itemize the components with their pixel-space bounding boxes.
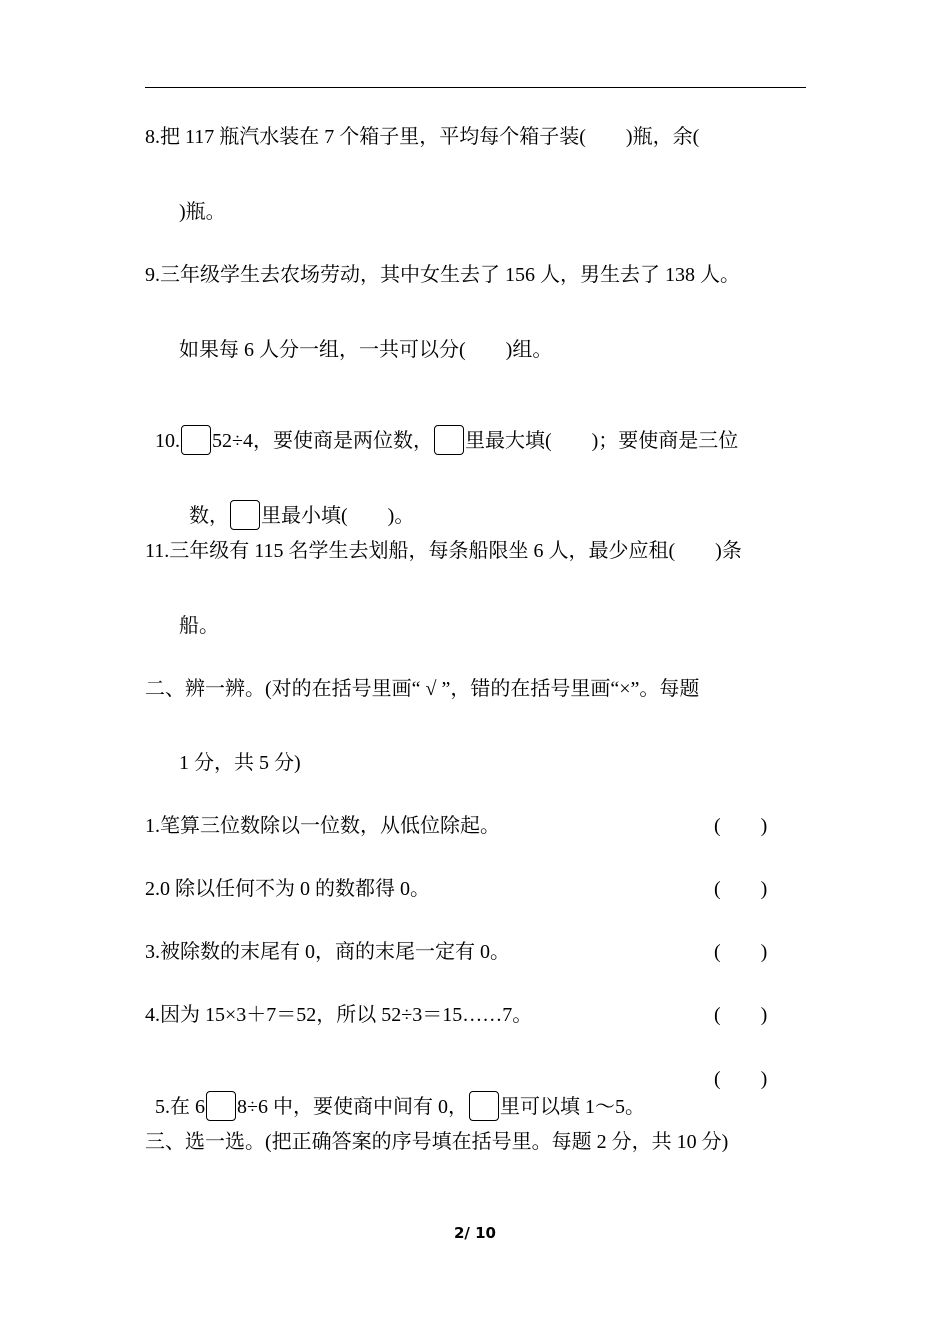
blank-box[interactable] bbox=[206, 1091, 236, 1121]
blank-box[interactable] bbox=[434, 425, 464, 455]
q10-part2: 里最大填( )；要使商是三位 bbox=[464, 430, 739, 452]
q8-line2: )瓶。 bbox=[179, 201, 226, 223]
q8-line1: 8.把 117 瓶汽水装在 7 个箱子里，平均每个箱子装( )瓶，余( bbox=[145, 126, 700, 148]
answer-paren-1[interactable]: ( ) bbox=[714, 815, 768, 837]
judge-item-2: 2.0 除以任何不为 0 的数都得 0。 bbox=[145, 878, 430, 900]
q10-line1 bbox=[145, 399, 738, 457]
page-number: 2/ 10 bbox=[453, 1224, 496, 1242]
q10-line2 bbox=[179, 474, 414, 532]
blank-box[interactable] bbox=[181, 425, 211, 455]
blank-box[interactable] bbox=[230, 500, 260, 530]
q11-line2: 船。 bbox=[179, 615, 219, 637]
blank-box[interactable] bbox=[469, 1091, 499, 1121]
judge5-part-a: 5.在 6 bbox=[155, 1096, 205, 1118]
answer-paren-5[interactable]: ( ) bbox=[714, 1068, 768, 1090]
answer-paren-3[interactable]: ( ) bbox=[714, 941, 768, 963]
answer-paren-2[interactable]: ( ) bbox=[714, 878, 768, 900]
q10-part1: 52÷4，要使商是两位数， bbox=[212, 430, 433, 452]
section3-heading: 三、选一选。(把正确答案的序号填在括号里。每题 2 分，共 10 分) bbox=[145, 1131, 729, 1153]
section2-heading: 二、辨一辨。(对的在括号里画“ √ ”，错的在括号里画“×”。每题 bbox=[145, 678, 700, 700]
q9-line1: 9.三年级学生去农场劳动，其中女生去了 156 人，男生去了 138 人。 bbox=[145, 264, 740, 286]
q10-line2-b: 里最小填( )。 bbox=[261, 505, 415, 527]
header-rule bbox=[145, 87, 806, 88]
section2-heading-line2: 1 分，共 5 分) bbox=[179, 752, 301, 774]
q11-line1: 11.三年级有 115 名学生去划船，每条船限坐 6 人，最少应租( )条 bbox=[145, 540, 742, 562]
answer-paren-4[interactable]: ( ) bbox=[714, 1004, 768, 1026]
judge5-part-b: 8÷6 中，要使商中间有 0， bbox=[237, 1096, 468, 1118]
judge-item-5 bbox=[145, 1065, 645, 1123]
q10-prefix: 10. bbox=[155, 430, 180, 452]
judge-item-4: 4.因为 15×3＋7＝52，所以 52÷3＝15……7。 bbox=[145, 1004, 533, 1026]
judge5-part-c: 里可以填 1～5。 bbox=[499, 1096, 645, 1118]
q9-line2: 如果每 6 人分一组，一共可以分( )组。 bbox=[179, 339, 553, 361]
judge-item-1: 1.笔算三位数除以一位数，从低位除起。 bbox=[145, 815, 500, 837]
q10-line2-a: 数， bbox=[189, 505, 229, 527]
judge-item-3: 3.被除数的末尾有 0，商的末尾一定有 0。 bbox=[145, 941, 510, 963]
